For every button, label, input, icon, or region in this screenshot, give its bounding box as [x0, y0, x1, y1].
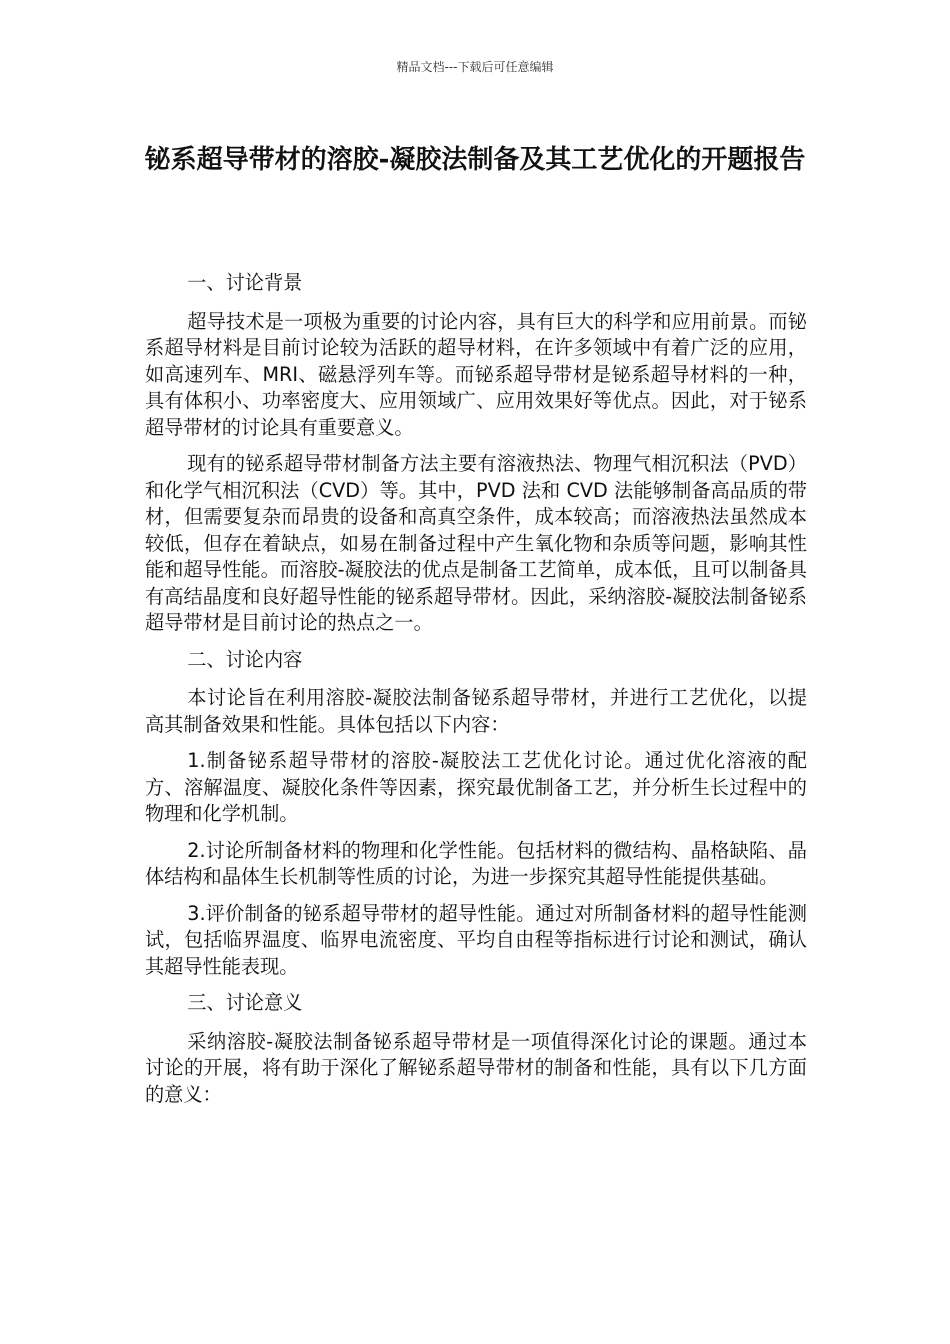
paragraph-background-2: 现有的铋系超导带材制备方法主要有溶液热法、物理气相沉积法（PVD）和化学气相沉积法（CVD）等。其中，PVD 法和 CVD 法能够制备高品质的带材，但需要复杂而昂贵的设备和高真空条件，成本较高；而溶液热法虽然成本较低，但存在着缺点，如易在制备过程中产生氧化物和杂质等问题，影响其性能和超导性能。而溶胶-凝胶法的优点是制备工艺简单，成本低，且可以制备具有高结晶度和良好超导性能的铋系超导带材。因此，采纳溶胶-凝胶法制备铋系超导带材是目前讨论的热点之一。: [145, 452, 807, 634]
paragraph-background-1: 超导技术是一项极为重要的讨论内容，具有巨大的科学和应用前景。而铋系超导材料是目前讨论较为活跃的超导材料，在许多领域中有着广泛的应用，如高速列车、MRI、磁悬浮列车等。而铋系超导带材是铋系超导材料的一种，具有体积小、功率密度大、应用领域广、应用效果好等优点。因此，对于铋系超导带材的讨论具有重要意义。: [145, 309, 807, 439]
section-heading-significance: 三、讨论意义: [187, 991, 303, 1014]
section-heading-content: 二、讨论内容: [187, 647, 303, 671]
list-item-2: 2.讨论所制备材料的物理和化学性能。包括材料的微结构、晶格缺陷、晶体结构和晶体生长机制等性质的讨论，为进一步探究其超导性能提供基础。: [145, 838, 807, 888]
header-note: 精品文档---下载后可任意编辑: [396, 60, 554, 74]
paragraph-significance-1: 采纳溶胶-凝胶法制备铋系超导带材是一项值得深化讨论的课题。通过本讨论的开展，将有助于深化了解铋系超导带材的制备和性能，具有以下几方面的意义：: [145, 1029, 807, 1106]
document-title: 铋系超导带材的溶胶-凝胶法制备及其工艺优化的开题报告: [144, 145, 806, 175]
document-body: [145, 270, 807, 1118]
section-heading-background: 一、讨论背景: [187, 271, 303, 294]
list-item-1: 1.制备铋系超导带材的溶胶-凝胶法工艺优化讨论。通过优化溶液的配方、溶解温度、凝胶化条件等因素，探究最优制备工艺，并分析生长过程中的物理和化学机制。: [145, 749, 807, 825]
list-item-3: 3.评价制备的铋系超导带材的超导性能。通过对所制备材料的超导性能测试，包括临界温度、临界电流密度、平均自由程等指标进行讨论和测试，确认其超导性能表现。: [145, 901, 807, 978]
paragraph-content-intro: 本讨论旨在利用溶胶-凝胶法制备铋系超导带材，并进行工艺优化，以提高其制备效果和性能。具体包括以下内容：: [145, 686, 807, 736]
